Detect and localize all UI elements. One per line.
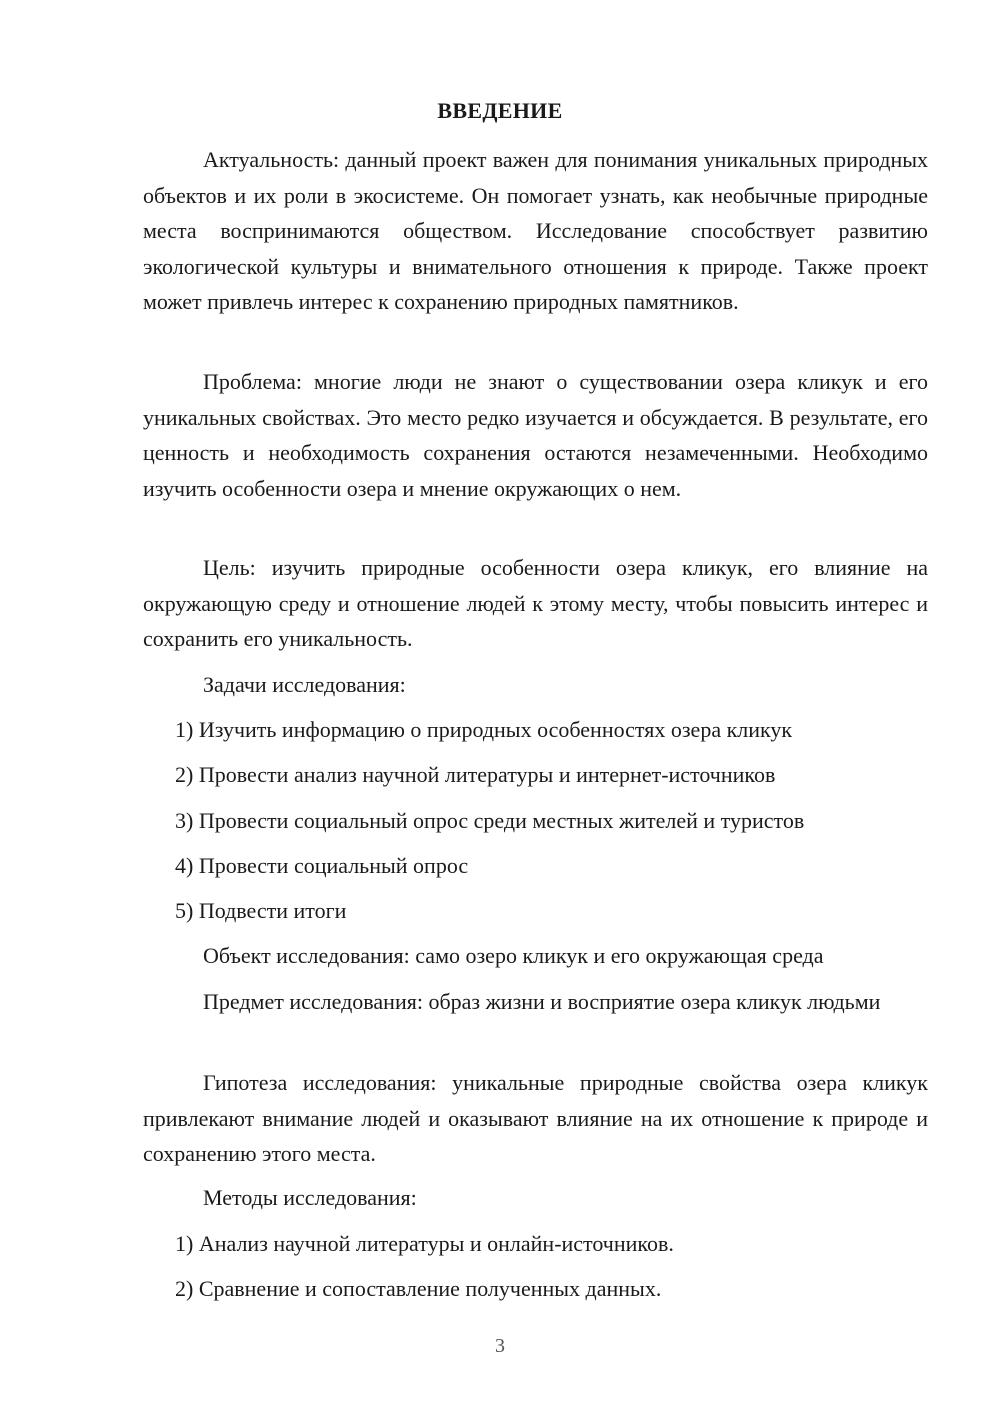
task-item: 2) Провести анализ научной литературы и интернет-источников [175, 762, 776, 787]
page-number: 3 [495, 1335, 505, 1357]
object-line: Объект исследования: само озеро кликук и его окружающая среда [203, 943, 824, 968]
methods-heading: Методы исследования: [203, 1185, 417, 1210]
method-item: 2) Сравнение и сопоставление полученных данных. [175, 1276, 662, 1301]
method-item: 1) Анализ научной литературы и онлайн-источников. [175, 1231, 674, 1256]
tasks-heading: Задачи исследования: [203, 672, 406, 697]
task-item: 1) Изучить информацию о природных особенностях озера кликук [175, 717, 793, 742]
hypothesis-paragraph: Гипотеза исследования: уникальные природные свойства озера кликук привлекают внимание людей и оказывают влияние на их отношение к природе и сохранению этого места. [143, 1070, 928, 1166]
subject-paragraph: Предмет исследования: образ жизни и восприятие озера кликук людьми [203, 989, 881, 1014]
task-item: 3) Провести социальный опрос среди местных жителей и туристов [175, 808, 805, 833]
relevance-paragraph: Актуальность: данный проект важен для понимания уникальных природных объектов и их роли в экосистеме. Он помогает узнать, как необычные природные места воспринимаются обществом. Исследование способствует развитию экологической культуры и внимательного отношения к природе. Также проект может привлечь интерес к сохранению природных памятников. [143, 147, 928, 314]
page-title: ВВЕДЕНИЕ [437, 98, 563, 123]
goal-paragraph: Цель: изучить природные особенности озера кликук, его влияние на окружающую среду и отношение людей к этому месту, чтобы повысить интерес и сохранить его уникальность. [143, 555, 928, 651]
task-item: 4) Провести социальный опрос [175, 853, 469, 878]
problem-paragraph: Проблема: многие люди не знают о существовании озера кликук и его уникальных свойствах. Это место редко изучается и обсуждается. В результате, его ценность и необходимость сохранения остаются незамеченными. Необходимо изучить особенности озера и мнение окружающих о нем. [143, 369, 928, 501]
task-item: 5) Подвести итоги [175, 898, 347, 923]
